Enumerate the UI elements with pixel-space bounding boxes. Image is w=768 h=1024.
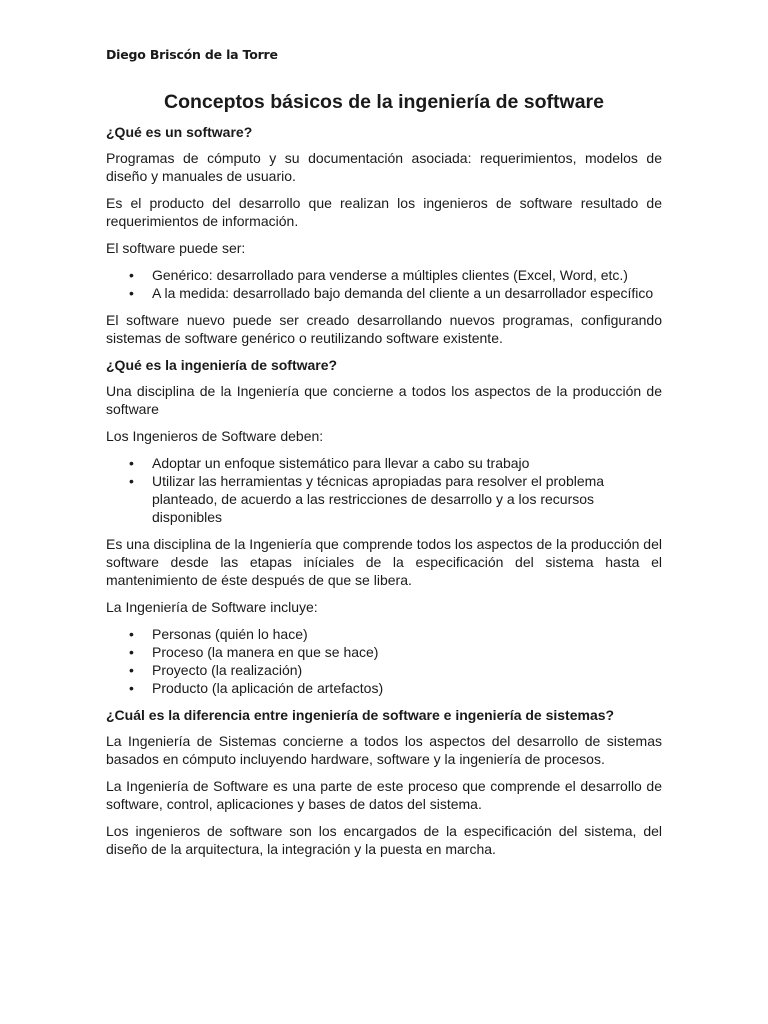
list-item	[106, 643, 662, 661]
paragraph: Los ingenieros de software son los encargados de la especificación del sistema, del diseño de la arquitectura, la integración y la puesta en marcha.	[106, 823, 662, 857]
question-heading-software-engineering: ¿Qué es la ingeniería de software?	[106, 357, 338, 373]
list-item	[106, 679, 662, 697]
document-body	[106, 90, 662, 867]
list-item-text: Proyecto (la realización)	[152, 662, 303, 678]
bullet-icon: •	[129, 285, 134, 301]
list-item	[106, 454, 662, 472]
paragraph: El software nuevo puede ser creado desarrollando nuevos programas, configurando sistemas de software genérico o reutilizando software existente.	[106, 312, 662, 346]
bullet-icon: •	[129, 267, 134, 283]
paragraph: Una disciplina de la Ingeniería que concierne a todos los aspectos de la producción de software	[106, 383, 662, 417]
paragraph: Es el producto del desarrollo que realizan los ingenieros de software resultado de requerimientos de información.	[106, 195, 662, 229]
paragraph: La Ingeniería de Software incluye:	[106, 599, 318, 615]
paragraph: La Ingeniería de Sistemas concierne a todos los aspectos del desarrollo de sistemas basados en cómputo incluyendo hardware, software y la ingeniería de procesos.	[106, 733, 662, 767]
list-item-text: Producto (la aplicación de artefactos)	[152, 680, 384, 696]
list-item	[106, 625, 662, 643]
paragraph: El software puede ser:	[106, 240, 246, 256]
bullet-list-includes	[106, 625, 662, 697]
list-item-text: Adoptar un enfoque sistemático para llevar a cabo su trabajo	[152, 455, 530, 471]
list-item	[106, 472, 662, 526]
list-item	[106, 661, 662, 679]
list-item-text: Proceso (la manera en que se hace)	[152, 644, 379, 660]
bullet-icon: •	[129, 644, 134, 660]
question-heading-software: ¿Qué es un software?	[106, 124, 253, 140]
author-name: Diego Briscón de la Torre	[106, 47, 278, 62]
bullet-icon: •	[129, 473, 134, 489]
bullet-icon: •	[129, 455, 134, 471]
list-item-text: Personas (quién lo hace)	[152, 626, 308, 642]
paragraph: Programas de cómputo y su documentación asociada: requerimientos, modelos de diseño y manuales de usuario.	[106, 150, 662, 184]
document-title: Conceptos básicos de la ingeniería de software	[164, 91, 604, 113]
list-item-text: Genérico: desarrollado para venderse a múltiples clientes (Excel, Word, etc.)	[152, 267, 628, 283]
bullet-list-software-types	[106, 266, 662, 302]
bullet-icon: •	[129, 626, 134, 642]
paragraph: Es una disciplina de la Ingeniería que comprende todos los aspectos de la producción del software desde las etapas iníciales de la especificación del sistema hasta el mantenimiento de éste después de que se libera.	[106, 536, 662, 588]
bullet-icon: •	[129, 680, 134, 696]
bullet-icon: •	[129, 662, 134, 678]
list-item	[106, 266, 662, 284]
list-item-text: A la medida: desarrollado bajo demanda del cliente a un desarrollador específico	[152, 285, 654, 301]
bullet-list-engineer-duties	[106, 454, 662, 526]
question-heading-difference: ¿Cuál es la diferencia entre ingeniería de software e ingeniería de sistemas?	[106, 707, 615, 723]
paragraph: La Ingeniería de Software es una parte de este proceso que comprende el desarrollo de software, control, aplicaciones y bases de datos del sistema.	[106, 778, 662, 812]
list-item	[106, 284, 662, 302]
list-item-text: Utilizar las herramientas y técnicas apropiadas para resolver el problema planteado, de acuerdo a las restricciones de desarrollo y a los recursos disponibles	[152, 473, 605, 525]
paragraph: Los Ingenieros de Software deben:	[106, 428, 324, 444]
